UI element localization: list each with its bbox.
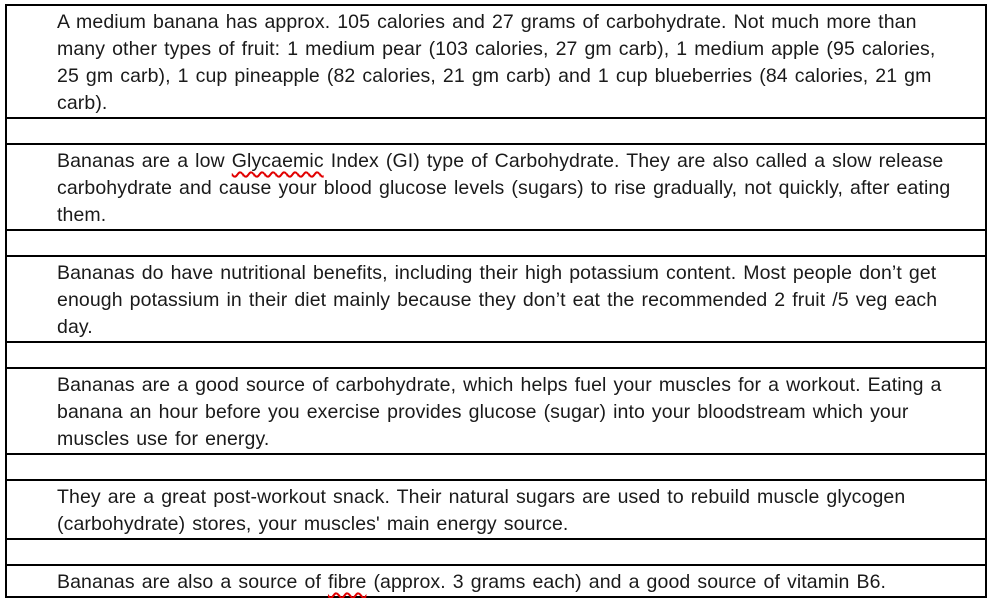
text-segment: Index (GI) type of Carbohydrate. They are also called a slow release carbohydrate and cause your blood glucose levels (sugars) to rise gradually, not quickly, after eating them. bbox=[57, 150, 951, 226]
text-segment: (approx. 3 grams each) and a good source of vitamin B6. bbox=[366, 571, 887, 593]
table-row-pre-workout bbox=[7, 369, 985, 455]
misspelled-word: Glycaemic bbox=[231, 150, 324, 172]
paragraph-glycaemic-index bbox=[57, 148, 961, 229]
table-row-glycaemic-index bbox=[7, 145, 985, 231]
text-segment: A medium banana has approx. 105 calories and 27 grams of carbohydrate. Not much more than many other types of fruit: 1 medium pear (103 calories, 27 gm carb), 1 medium apple (95 calories, 25 gm carb), 1 cup pineapple (82 calories, 21 gm carb) and 1 cup blueberries (84 calories, 21 gm carb). bbox=[57, 11, 936, 114]
text-segment: Bananas are a low bbox=[57, 150, 232, 172]
table-row-fibre-vitamin-b6 bbox=[7, 566, 985, 596]
paragraph-pre-workout bbox=[57, 372, 961, 453]
spacer-row bbox=[7, 231, 985, 257]
misspelled-word: fibre bbox=[327, 571, 367, 593]
table-row-post-workout bbox=[7, 481, 985, 540]
text-segment: Bananas are also a source of bbox=[57, 571, 328, 593]
paragraph-potassium bbox=[57, 260, 961, 341]
text-segment: Bananas are a good source of carbohydrate, which helps fuel your muscles for a workout. Eating a banana an hour before you exercise provides glucose (sugar) into your bloodstream which your muscles use for energy. bbox=[57, 374, 942, 450]
spacer-row bbox=[7, 455, 985, 481]
spacer-row bbox=[7, 540, 985, 566]
paragraph-fibre-vitamin-b6 bbox=[57, 569, 961, 596]
table-row-potassium bbox=[7, 257, 985, 343]
table-row-calories-comparison bbox=[7, 6, 985, 119]
paragraph-post-workout bbox=[57, 484, 961, 538]
text-segment: Bananas do have nutritional benefits, including their high potassium content. Most people don’t get enough potassium in their diet mainly because they don’t eat the recommended 2 fruit /5 veg each day. bbox=[57, 262, 938, 338]
nutrition-facts-table bbox=[5, 4, 987, 598]
spacer-row bbox=[7, 343, 985, 369]
text-segment: They are a great post-workout snack. Their natural sugars are used to rebuild muscle glycogen (carbohydrate) stores, your muscles' main energy source. bbox=[57, 486, 906, 535]
spacer-row bbox=[7, 119, 985, 145]
paragraph-calories-comparison bbox=[57, 9, 961, 117]
